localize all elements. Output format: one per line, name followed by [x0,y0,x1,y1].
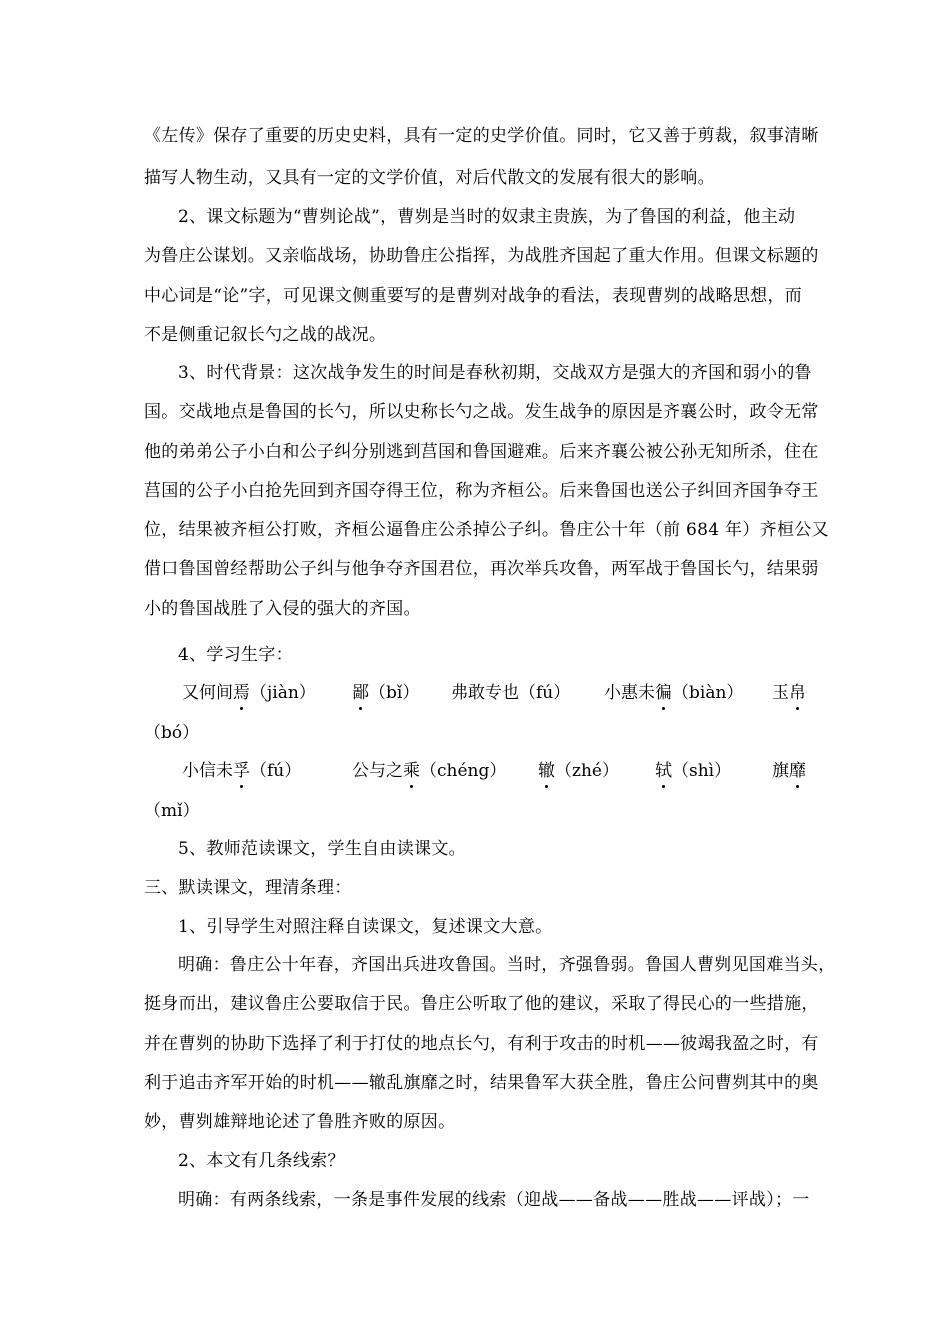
vocab-char: 辙 [538,761,555,781]
vocab-word: 小惠未 [604,683,655,703]
vocab-item [352,759,506,783]
vocab-item [604,681,743,705]
vocab-word: 小信未 [182,761,233,781]
paragraph-line: 为鲁庄公谋划。又亲临战场，协助鲁庄公指挥，为战胜齐国起了重大作用。但课文标题的 [144,246,819,266]
paragraph-line: 不是侧重记叙长勺之战的战况。 [144,325,387,345]
pinyin: （mǐ） [144,801,200,821]
vocab-item [352,681,419,705]
vocab-item [772,681,806,705]
paragraph-line: 《左传》保存了重要的历史史料，具有一定的史学价值。同时，它又善于剪裁，叙事清晰 [144,126,819,146]
vocab-char: 徧 [655,683,672,703]
section-heading: 4、学习生字： [178,645,293,665]
vocab-word: 旗 [772,761,789,781]
vocab-item [451,681,570,705]
paragraph-line: 2、课文标题为“曹刿论战”，曹刿是当时的奴隶主贵族，为了鲁国的利益，他主动 [178,207,796,227]
paragraph-line: 小的鲁国战胜了入侵的强大的齐国。 [144,599,421,619]
paragraph-line: 5、教师范读课文，学生自由读课文。 [178,839,466,859]
vocab-word: 又何间 [182,683,233,703]
paragraph-line: 莒国的公子小白抢先回到齐国夺得王位，称为齐桓公。后来鲁国也送公子纠回齐国争夺王 [144,481,819,501]
paragraph-line: 明确：鲁庄公十年春，齐国出兵进攻鲁国。当时，齐强鲁弱。鲁国人曹刿见国难当头， [178,955,836,975]
vocab-item [655,759,731,783]
paragraph-line: 挺身而出，建议鲁庄公要取信于民。鲁庄公听取了他的建议，采取了得民心的一些措施， [144,994,819,1014]
pinyin: （bó） [144,723,200,743]
pinyin: （fú） [519,683,571,703]
vocab-char: 帛 [789,683,806,703]
vocab-item [772,759,806,783]
paragraph-line: 描写人物生动，又具有一定的文学价值，对后代散文的发展有很大的影响。 [144,168,715,188]
vocab-char: 焉 [233,683,250,703]
vocab-item [538,759,619,783]
paragraph-line: 1、引导学生对照注释自读课文，复述课文大意。 [178,917,553,937]
pinyin: （zhé） [555,761,619,781]
section-heading: 三、默读课文，理清条理： [144,878,352,898]
vocab-char: 孚 [233,761,250,781]
pinyin: （bǐ） [369,683,420,703]
vocab-char: 乘 [403,761,420,781]
vocab-word: 弗敢专也 [451,683,519,703]
pinyin: （fú） [250,761,302,781]
pinyin: （biàn） [672,683,744,703]
paragraph-line: 妙，曹刿雄辩地论述了鲁胜齐败的原因。 [144,1112,456,1132]
paragraph-line: 2、本文有几条线索？ [178,1151,345,1171]
vocab-char: 轼 [655,761,672,781]
vocab-char: 靡 [789,761,806,781]
vocab-item [182,759,301,783]
paragraph-line: 借口鲁国曾经帮助公子纠与他争夺齐国君位，再次举兵攻鲁，两军战于鲁国长勺，结果弱 [144,559,819,579]
paragraph-line: 3、时代背景：这次战争发生的时间是春秋初期，交战双方是强大的齐国和弱小的鲁 [178,363,812,383]
vocab-char: 鄙 [352,683,369,703]
paragraph-line: 他的弟弟公子小白和公子纠分别逃到莒国和鲁国避难。后来齐襄公被公孙无知所杀，住在 [144,442,819,462]
pinyin: （chéng） [420,761,507,781]
paragraph-line: 利于追击齐军开始的时机——辙乱旗靡之时，结果鲁军大获全胜，鲁庄公问曹刿其中的奥 [144,1073,819,1093]
vocab-word: 玉 [772,683,789,703]
paragraph-line: 明确：有两条线索，一条是事件发展的线索（迎战——备战——胜战——评战）；一 [178,1190,810,1210]
paragraph-line: 国。交战地点是鲁国的长勺，所以史称长勺之战。发生战争的原因是齐襄公时，政令无常 [144,402,819,422]
pinyin: （jiàn） [250,683,316,703]
paragraph-line: 位，结果被齐桓公打败，齐桓公逼鲁庄公杀掉公子纠。鲁庄公十年（前 684 年）齐桓公又 [144,520,829,540]
vocab-word: 公与之 [352,761,403,781]
paragraph-line: 并在曹刿的协助下选择了利于打仗的地点长勺，有利于攻击的时机——彼竭我盈之时，有 [144,1034,819,1054]
paragraph-line: 中心词是“论”字，可见课文侧重要写的是曹刿对战争的看法，表现曹刿的战略思想，而 [144,286,803,306]
pinyin: （shì） [672,761,732,781]
vocab-item [182,681,316,705]
